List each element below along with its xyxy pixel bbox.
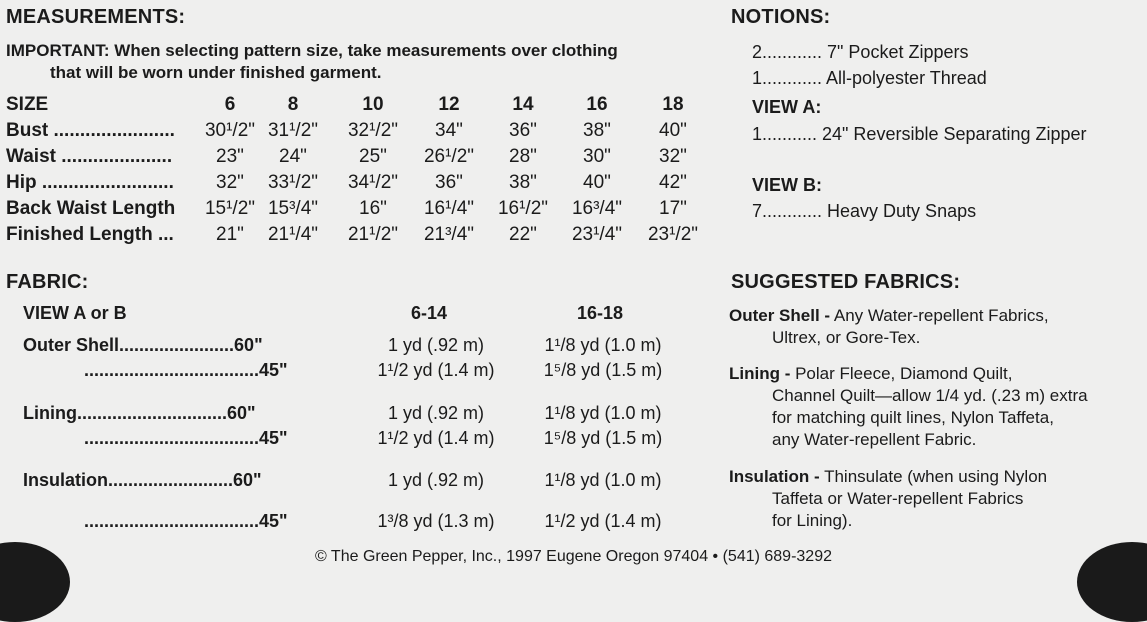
measurement-value: 38" (583, 120, 611, 141)
fabric-yardage-6-14: 1¹/2 yd (1.4 m) (377, 360, 495, 380)
suggested-outer-text: Any Water-repellent Fabrics, (830, 306, 1049, 325)
important-note-line-1: IMPORTANT: When selecting pattern size, take measurements over clothing (6, 41, 618, 60)
measurement-value: 30" (583, 146, 611, 167)
measurement-value: 21¹/2" (347, 224, 399, 245)
size-column-header: 14 (512, 94, 534, 115)
fabric-yardage-16-18: 1¹/8 yd (1.0 m) (544, 335, 662, 355)
measurement-value: 23¹/4" (571, 224, 623, 245)
measurement-label: Hip ......................... (6, 172, 174, 193)
measurement-value: 21" (216, 224, 244, 245)
suggested-insulation (729, 466, 1047, 487)
measurement-value: 28" (509, 146, 537, 167)
size-column-header: 8 (287, 94, 299, 115)
measurement-value: 21¹/4" (267, 224, 319, 245)
fabric-yardage-6-14: 1¹/2 yd (1.4 m) (377, 428, 495, 448)
fabric-col-16-18: 16-18 (577, 303, 624, 323)
size-column-header: 10 (362, 94, 384, 115)
fabric-heading: FABRIC: (6, 271, 89, 293)
notions-view-a: VIEW A: (752, 97, 822, 117)
fabric-row-label: ...................................45" (84, 360, 288, 380)
measurement-value: 23¹/2" (647, 224, 699, 245)
measurement-value: 15³/4" (267, 198, 319, 219)
fabric-yardage-6-14: 1³/8 yd (1.3 m) (377, 511, 495, 531)
suggested-outer-title: Outer Shell - (729, 306, 831, 325)
measurement-value: 42" (659, 172, 687, 193)
measurement-value: 34¹/2" (347, 172, 399, 193)
measurement-value: 32¹/2" (347, 120, 399, 141)
suggested-lining-title: Lining - (729, 364, 791, 383)
measurement-value: 33¹/2" (267, 172, 319, 193)
suggested-lining-line-4: any Water-repellent Fabric. (772, 430, 977, 449)
suggested-insulation-title: Insulation - (729, 467, 820, 486)
fabric-row-label: ...................................45" (84, 428, 288, 448)
fabric-yardage-16-18: 1¹/2 yd (1.4 m) (544, 511, 662, 531)
size-column-header: 18 (662, 94, 684, 115)
size-column-header: 12 (438, 94, 460, 115)
measurement-value: 26¹/2" (423, 146, 475, 167)
measurement-label: Waist ..................... (6, 146, 173, 167)
fabric-yardage-16-18: 1¹/8 yd (1.0 m) (544, 403, 662, 423)
suggested-lining-text: Polar Fleece, Diamond Quilt, (790, 364, 1013, 383)
fabric-row-label: Insulation.........................60" (23, 470, 262, 490)
suggested-insulation-line-2: Taffeta or Water-repellent Fabrics (772, 489, 1024, 508)
important-note-line-2: that will be worn under finished garment. (50, 63, 382, 82)
measurement-value: 30¹/2" (204, 120, 256, 141)
fabric-view-label: VIEW A or B (23, 303, 127, 323)
measurement-value: 38" (509, 172, 537, 193)
suggested-fabrics-heading: SUGGESTED FABRICS: (731, 271, 961, 293)
notions-view-b: VIEW B: (752, 175, 822, 195)
suggested-insulation-text: Thinsulate (when using Nylon (819, 467, 1048, 486)
suggested-insulation-line-3: for Lining). (772, 511, 853, 530)
measurement-value: 16" (359, 198, 387, 219)
notion-item: 2............ 7" Pocket Zippers (752, 42, 969, 62)
size-label: SIZE (6, 94, 49, 115)
suggested-lining (729, 363, 1012, 384)
fabric-col-6-14: 6-14 (411, 303, 448, 323)
size-column-header: 16 (586, 94, 608, 115)
suggested-outer-shell (729, 305, 1049, 326)
fabric-yardage-16-18: 1⁵/8 yd (1.5 m) (543, 428, 663, 448)
notion-item: 7............ Heavy Duty Snaps (752, 201, 977, 221)
fabric-row-label: Outer Shell.......................60" (23, 335, 263, 355)
measurement-value: 25" (359, 146, 387, 167)
fabric-yardage-16-18: 1⁵/8 yd (1.5 m) (543, 360, 663, 380)
suggested-lining-line-3: for matching quilt lines, Nylon Taffeta, (772, 408, 1054, 427)
suggested-lining-line-2: Channel Quilt—allow 1/4 yd. (.23 m) extra (772, 386, 1088, 405)
measurement-label: Bust ....................... (6, 120, 175, 141)
measurement-value: 40" (659, 120, 687, 141)
suggested-outer-line-2: Ultrex, or Gore-Tex. (772, 328, 921, 347)
measurement-value: 15¹/2" (204, 198, 256, 219)
fabric-yardage-16-18: 1¹/8 yd (1.0 m) (544, 470, 662, 490)
measurement-value: 36" (509, 120, 537, 141)
notion-item: 1........... 24" Reversible Separating Zipper (752, 124, 1087, 144)
measurement-label: Finished Length ... (6, 224, 174, 245)
measurement-value: 32" (216, 172, 244, 193)
measurement-value: 24" (279, 146, 307, 167)
measurement-value: 36" (435, 172, 463, 193)
measurement-value: 21³/4" (423, 224, 475, 245)
measurement-value: 31¹/2" (267, 120, 319, 141)
notions-heading: NOTIONS: (731, 6, 831, 28)
footer-copyright: © The Green Pepper, Inc., 1997 Eugene Oregon 97404 • (541) 689-3292 (314, 548, 832, 565)
measurement-value: 34" (435, 120, 463, 141)
measurement-value: 22" (509, 224, 537, 245)
measurement-value: 23" (216, 146, 244, 167)
measurement-value: 17" (659, 198, 687, 219)
fabric-yardage-6-14: 1 yd (.92 m) (387, 335, 485, 355)
measurement-value: 16¹/2" (497, 198, 549, 219)
fabric-row-label: Lining..............................60" (23, 403, 256, 423)
measurement-value: 16³/4" (571, 198, 623, 219)
fabric-row-label: ...................................45" (84, 511, 288, 531)
size-column-header: 6 (224, 94, 236, 115)
fabric-yardage-6-14: 1 yd (.92 m) (387, 403, 485, 423)
measurement-value: 32" (659, 146, 687, 167)
measurement-label: Back Waist Length (6, 198, 176, 219)
notion-item: 1............ All-polyester Thread (752, 68, 987, 88)
measurement-value: 40" (583, 172, 611, 193)
fabric-yardage-6-14: 1 yd (.92 m) (387, 470, 485, 490)
measurement-value: 16¹/4" (423, 198, 475, 219)
measurements-heading: MEASUREMENTS: (6, 6, 186, 28)
